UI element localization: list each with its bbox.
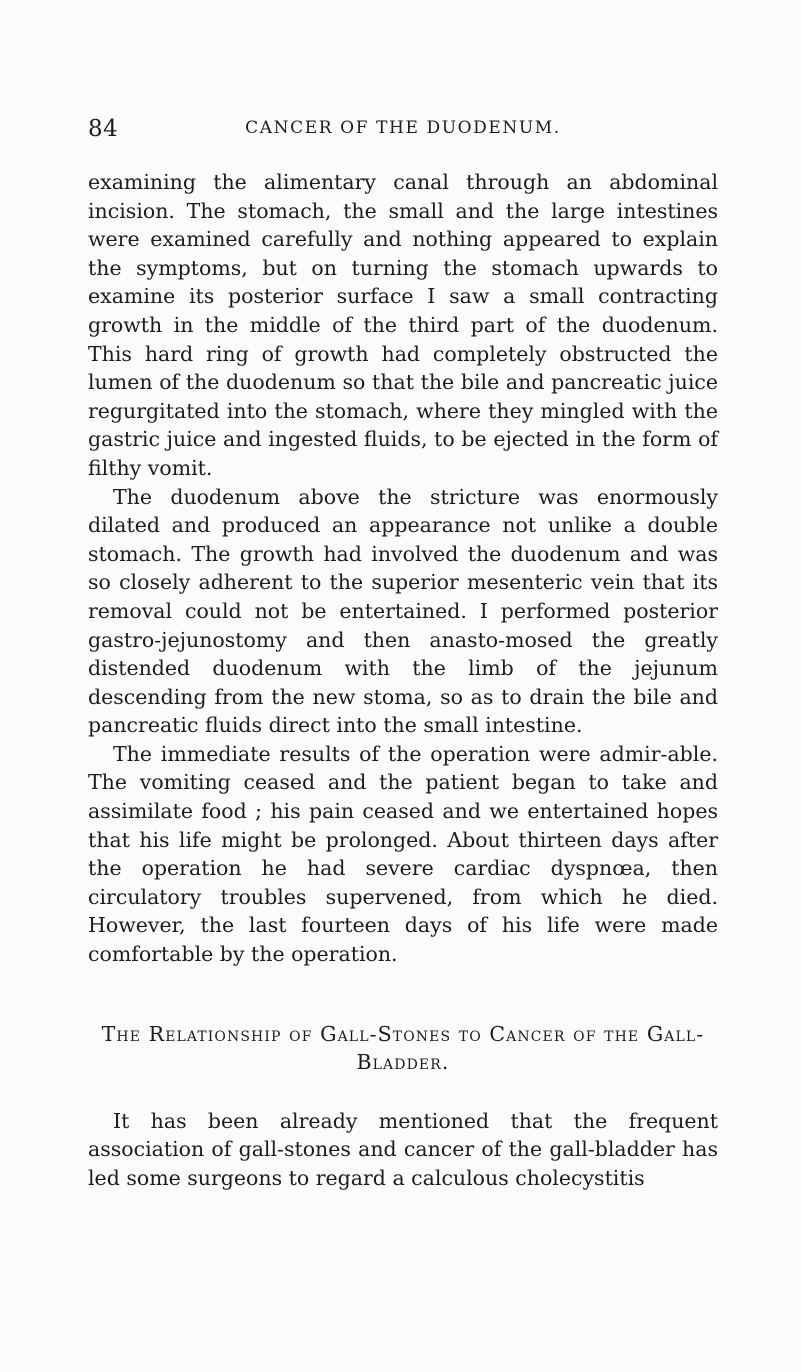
body-text: [88, 168, 718, 1193]
page-number: 84: [88, 116, 119, 142]
paragraph-results: The immediate results of the operation were admir-able. The vomiting ceased and the patient began to take and assimilate food ; his pain ceased and we entertained hopes that his life might be prolonged. About thirteen days after the operation he had severe cardiac dyspnœa, then circulatory troubles supervened, from which he died. However, the last fourteen days of his life were made comfortable by the operation.: [88, 741, 718, 967]
paragraph-continued: examining the alimentary canal through an abdominal incision. The stomach, the small and the large intestines were examined carefully and nothing appeared to explain the symptoms, but on turning the stomach upwards to examine its posterior surface I saw a small contracting growth in the middle of the third part of the duodenum. This hard ring of growth had completely obstructed the lumen of the duodenum so that the bile and pancreatic juice regurgitated into the stomach, where they mingled with the gastric juice and ingested fluids, to be ejected in the form of filthy vomit.: [88, 170, 718, 480]
section-heading: The Relationship of Gall-Stones to Cancer of the Gall-Bladder.: [101, 1021, 705, 1075]
paragraph-duodenum-dilated: The duodenum above the stricture was enormously dilated and produced an appearance not unlike a double stomach. The growth had involved the duodenum and was so closely adherent to the superior mesenteric vein that its removal could not be entertained. I performed posterior gastro-jejunostomy and then anasto-mosed the greatly distended duodenum with the limb of the jejunum descending from the new stoma, so as to drain the bile and pancreatic fluids direct into the small intestine.: [88, 484, 718, 738]
page-header: [88, 116, 718, 146]
running-title: CANCER OF THE DUODENUM.: [245, 118, 561, 138]
paragraph-gall-stones: It has been already mentioned that the frequent association of gall-stones and cancer of the gall-bladder has led some surgeons to regard a calculous cholecystitis: [88, 1108, 718, 1190]
